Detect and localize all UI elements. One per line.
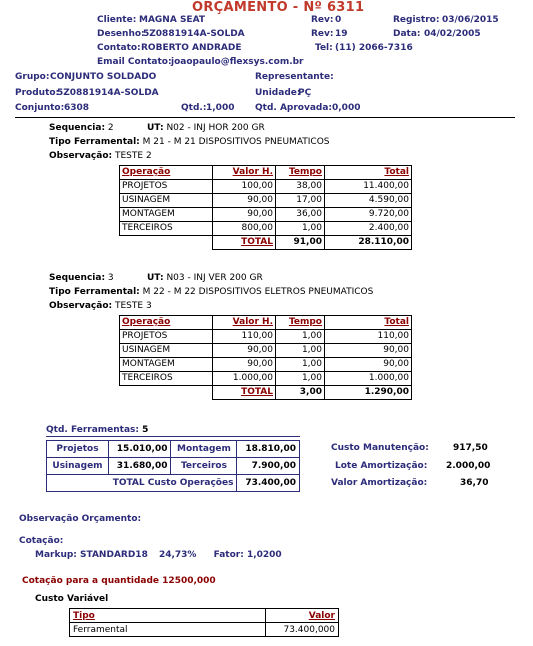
tipo-ferramental-label: Tipo Ferramental: xyxy=(49,287,140,297)
usinagem-value: 31.680,00 xyxy=(108,458,171,475)
cell-valor-h: 100,00 xyxy=(213,180,276,194)
summary-table xyxy=(46,440,300,492)
col-tempo: Tempo xyxy=(276,316,325,330)
grupo-value: CONJUNTO SOLDADO xyxy=(50,72,157,82)
cell-total: 90,00 xyxy=(325,344,412,358)
email-label: Email Contato: xyxy=(97,57,172,67)
tel-label: Tel: xyxy=(315,43,333,53)
registro-value: 03/06/2015 xyxy=(442,15,499,25)
cell-operacao: TERCEIROS xyxy=(120,372,213,386)
ut-value: N03 - INJ VER 200 GR xyxy=(166,273,263,283)
lote-amortizacao-label: Lote Amortização: xyxy=(335,461,428,471)
fator-value: 1,0200 xyxy=(246,550,282,560)
cell-total: 1.000,00 xyxy=(325,372,412,386)
valor-amortizacao-label: Valor Amortização: xyxy=(331,478,428,488)
cell-valor-h: 90,00 xyxy=(213,344,276,358)
seq-label: Sequencia: xyxy=(49,273,106,283)
summary-row xyxy=(47,458,300,475)
qtd-ferramentas-label: Qtd. Ferramentas: xyxy=(46,425,140,435)
observacao-label: Observação: xyxy=(49,151,113,161)
ut-line xyxy=(147,273,263,283)
total-valor: 28.110,00 xyxy=(325,236,412,250)
contato-value: ROBERTO ANDRADE xyxy=(141,43,242,53)
produto-label: Produto: xyxy=(15,88,60,98)
cell-tempo: 1,00 xyxy=(276,222,325,236)
cell-total: 90,00 xyxy=(325,358,412,372)
terceiros-value: 7.900,00 xyxy=(237,458,300,475)
col-total: Total xyxy=(325,166,412,180)
usinagem-label: Usinagem xyxy=(47,458,109,475)
total-row xyxy=(120,236,412,250)
cotacao-label: Cotação: xyxy=(19,536,64,546)
cell-total: 9.720,00 xyxy=(325,208,412,222)
table-row xyxy=(120,372,412,386)
valor-amortizacao-value: 36,70 xyxy=(460,478,489,488)
cell-tempo: 36,00 xyxy=(276,208,325,222)
cell-total: 11.400,00 xyxy=(325,180,412,194)
table-row xyxy=(120,222,412,236)
col-total: Total xyxy=(325,316,412,330)
cell-tipo: Ferramental xyxy=(70,623,266,637)
table-header-row xyxy=(70,609,339,623)
table-row xyxy=(120,208,412,222)
col-valor: Valor xyxy=(266,609,339,623)
cell-valor: 73.400,000 xyxy=(266,623,339,637)
cell-valor-h: 800,00 xyxy=(213,222,276,236)
col-valor-h: Valor H. xyxy=(213,316,276,330)
markup-line xyxy=(35,550,282,560)
observacao-orcamento-label: Observação Orçamento: xyxy=(19,514,142,524)
seq-value: 2 xyxy=(107,123,114,133)
rev2-label: Rev: xyxy=(311,29,334,39)
cotacao-quantidade-label: Cotação para a quantidade 12500,000 xyxy=(22,576,216,586)
tipo-ferramental-line xyxy=(49,137,330,147)
col-tempo: Tempo xyxy=(276,166,325,180)
summary-row xyxy=(47,441,300,458)
ut-label: UT: xyxy=(147,273,164,283)
custo-variavel-label: Custo Variável xyxy=(35,594,109,604)
representante-label: Representante: xyxy=(255,72,334,82)
table-row xyxy=(120,344,412,358)
divider xyxy=(15,117,515,118)
unidade-value: PÇ xyxy=(298,88,312,98)
observacao-label: Observação: xyxy=(49,301,113,311)
registro-label: Registro: xyxy=(393,15,440,25)
col-valor-h: Valor H. xyxy=(213,166,276,180)
custo-variavel-table xyxy=(69,608,339,637)
tel-value: (11) 2066-7316 xyxy=(335,43,413,53)
table-row xyxy=(120,194,412,208)
cell-tempo: 1,00 xyxy=(276,358,325,372)
total-label: TOTAL xyxy=(213,386,276,400)
qtd-ferramentas-value: 5 xyxy=(142,425,149,435)
data-label: Data: xyxy=(393,29,421,39)
conjunto-label: Conjunto: xyxy=(15,103,65,113)
cell-tempo: 38,00 xyxy=(276,180,325,194)
table-header-row xyxy=(120,316,412,330)
cliente-label: Cliente: xyxy=(97,15,137,25)
observacao-line xyxy=(49,151,152,161)
cell-tempo: 17,00 xyxy=(276,194,325,208)
desenho-label: Desenho: xyxy=(97,29,145,39)
cell-tempo: 1,00 xyxy=(276,372,325,386)
cell-valor-h: 90,00 xyxy=(213,208,276,222)
ut-label: UT: xyxy=(147,123,164,133)
cell-total: 2.400,00 xyxy=(325,222,412,236)
cell-operacao: TERCEIROS xyxy=(120,222,213,236)
table-row xyxy=(120,330,412,344)
total-tempo: 91,00 xyxy=(276,236,325,250)
col-operacao: Operação xyxy=(120,166,213,180)
cell-operacao: USINAGEM xyxy=(120,194,213,208)
cell-tempo: 1,00 xyxy=(276,344,325,358)
total-label: TOTAL xyxy=(213,236,276,250)
col-operacao: Operação xyxy=(120,316,213,330)
cell-valor-h: 110,00 xyxy=(213,330,276,344)
projetos-label: Projetos xyxy=(47,441,109,458)
ut-line xyxy=(147,123,265,133)
cell-operacao: USINAGEM xyxy=(120,344,213,358)
tipo-ferramental-line xyxy=(49,287,373,297)
observacao-line xyxy=(49,301,152,311)
table-header-row xyxy=(120,166,412,180)
conjunto-value: 6308 xyxy=(64,103,90,113)
observacao-value: TESTE 2 xyxy=(115,151,152,161)
qtd-aprovada-label: Qtd. Aprovada: xyxy=(255,103,333,113)
cell-valor-h: 90,00 xyxy=(213,358,276,372)
table-row xyxy=(70,623,339,637)
qtd-label: Qtd.: xyxy=(181,103,207,113)
cliente-value: MAGNA SEAT xyxy=(139,15,205,25)
markup-percent: 24,73% xyxy=(158,550,197,560)
grupo-label: Grupo: xyxy=(15,72,50,82)
rev-value: 0 xyxy=(335,15,342,25)
cell-operacao: MONTAGEM xyxy=(120,358,213,372)
seq-line xyxy=(49,273,114,283)
custo-manutencao-label: Custo Manutenção: xyxy=(331,443,429,453)
unidade-label: Unidade: xyxy=(255,88,301,98)
contato-label: Contato: xyxy=(97,43,141,53)
tipo-ferramental-value: M 22 - M 22 DISPOSITIVOS ELETROS PNEUMATICOS xyxy=(142,287,374,297)
rev-label: Rev: xyxy=(311,15,334,25)
seq-value: 3 xyxy=(107,273,114,283)
divider xyxy=(46,436,300,437)
table-row xyxy=(120,358,412,372)
tipo-ferramental-value: M 21 - M 21 DISPOSITIVOS PNEUMATICOS xyxy=(142,137,330,147)
cell-valor-h: 1.000,00 xyxy=(213,372,276,386)
total-valor: 1.290,00 xyxy=(325,386,412,400)
qtd-ferramentas xyxy=(46,425,148,435)
custo-manutencao-value: 917,50 xyxy=(453,443,488,453)
markup-value: STANDARD18 xyxy=(80,550,148,560)
operations-table xyxy=(119,315,412,400)
total-tempo: 3,00 xyxy=(276,386,325,400)
ut-value: N02 - INJ HOR 200 GR xyxy=(166,123,265,133)
markup-label: Markup: xyxy=(35,550,77,560)
cell-tempo: 1,00 xyxy=(276,330,325,344)
total-row xyxy=(120,386,412,400)
col-tipo: Tipo xyxy=(70,609,266,623)
observacao-value: TESTE 3 xyxy=(115,301,152,311)
total-custo-value: 73.400,00 xyxy=(237,475,300,492)
tipo-ferramental-label: Tipo Ferramental: xyxy=(49,137,140,147)
seq-label: Sequencia: xyxy=(49,123,106,133)
cell-valor-h: 90,00 xyxy=(213,194,276,208)
desenho-value: 5Z0881914A-SOLDA xyxy=(143,29,245,39)
rev2-value: 19 xyxy=(335,29,348,39)
montagem-value: 18.810,00 xyxy=(237,441,300,458)
total-custo-label: TOTAL Custo Operações xyxy=(47,475,237,492)
cell-operacao: MONTAGEM xyxy=(120,208,213,222)
produto-value: 5Z0881914A-SOLDA xyxy=(57,88,159,98)
cell-operacao: PROJETOS xyxy=(120,330,213,344)
qtd-aprovada-value: 0,000 xyxy=(332,103,361,113)
summary-total-row xyxy=(47,475,300,492)
cell-total: 110,00 xyxy=(325,330,412,344)
seq-line xyxy=(49,123,114,133)
operations-table xyxy=(119,165,412,250)
terceiros-label: Terceiros xyxy=(171,458,237,475)
lote-amortizacao-value: 2.000,00 xyxy=(446,461,491,471)
cell-operacao: PROJETOS xyxy=(120,180,213,194)
data-value: 04/02/2005 xyxy=(424,29,481,39)
email-value[interactable]: joaopaulo@flexsys.com.br xyxy=(171,57,304,67)
qtd-value: 1,000 xyxy=(206,103,235,113)
montagem-label: Montagem xyxy=(171,441,237,458)
table-row xyxy=(120,180,412,194)
page-title: ORÇAMENTO - Nº 6311 xyxy=(192,0,365,15)
projetos-value: 15.010,00 xyxy=(108,441,171,458)
fator-label: Fator: xyxy=(213,550,244,560)
cell-total: 4.590,00 xyxy=(325,194,412,208)
